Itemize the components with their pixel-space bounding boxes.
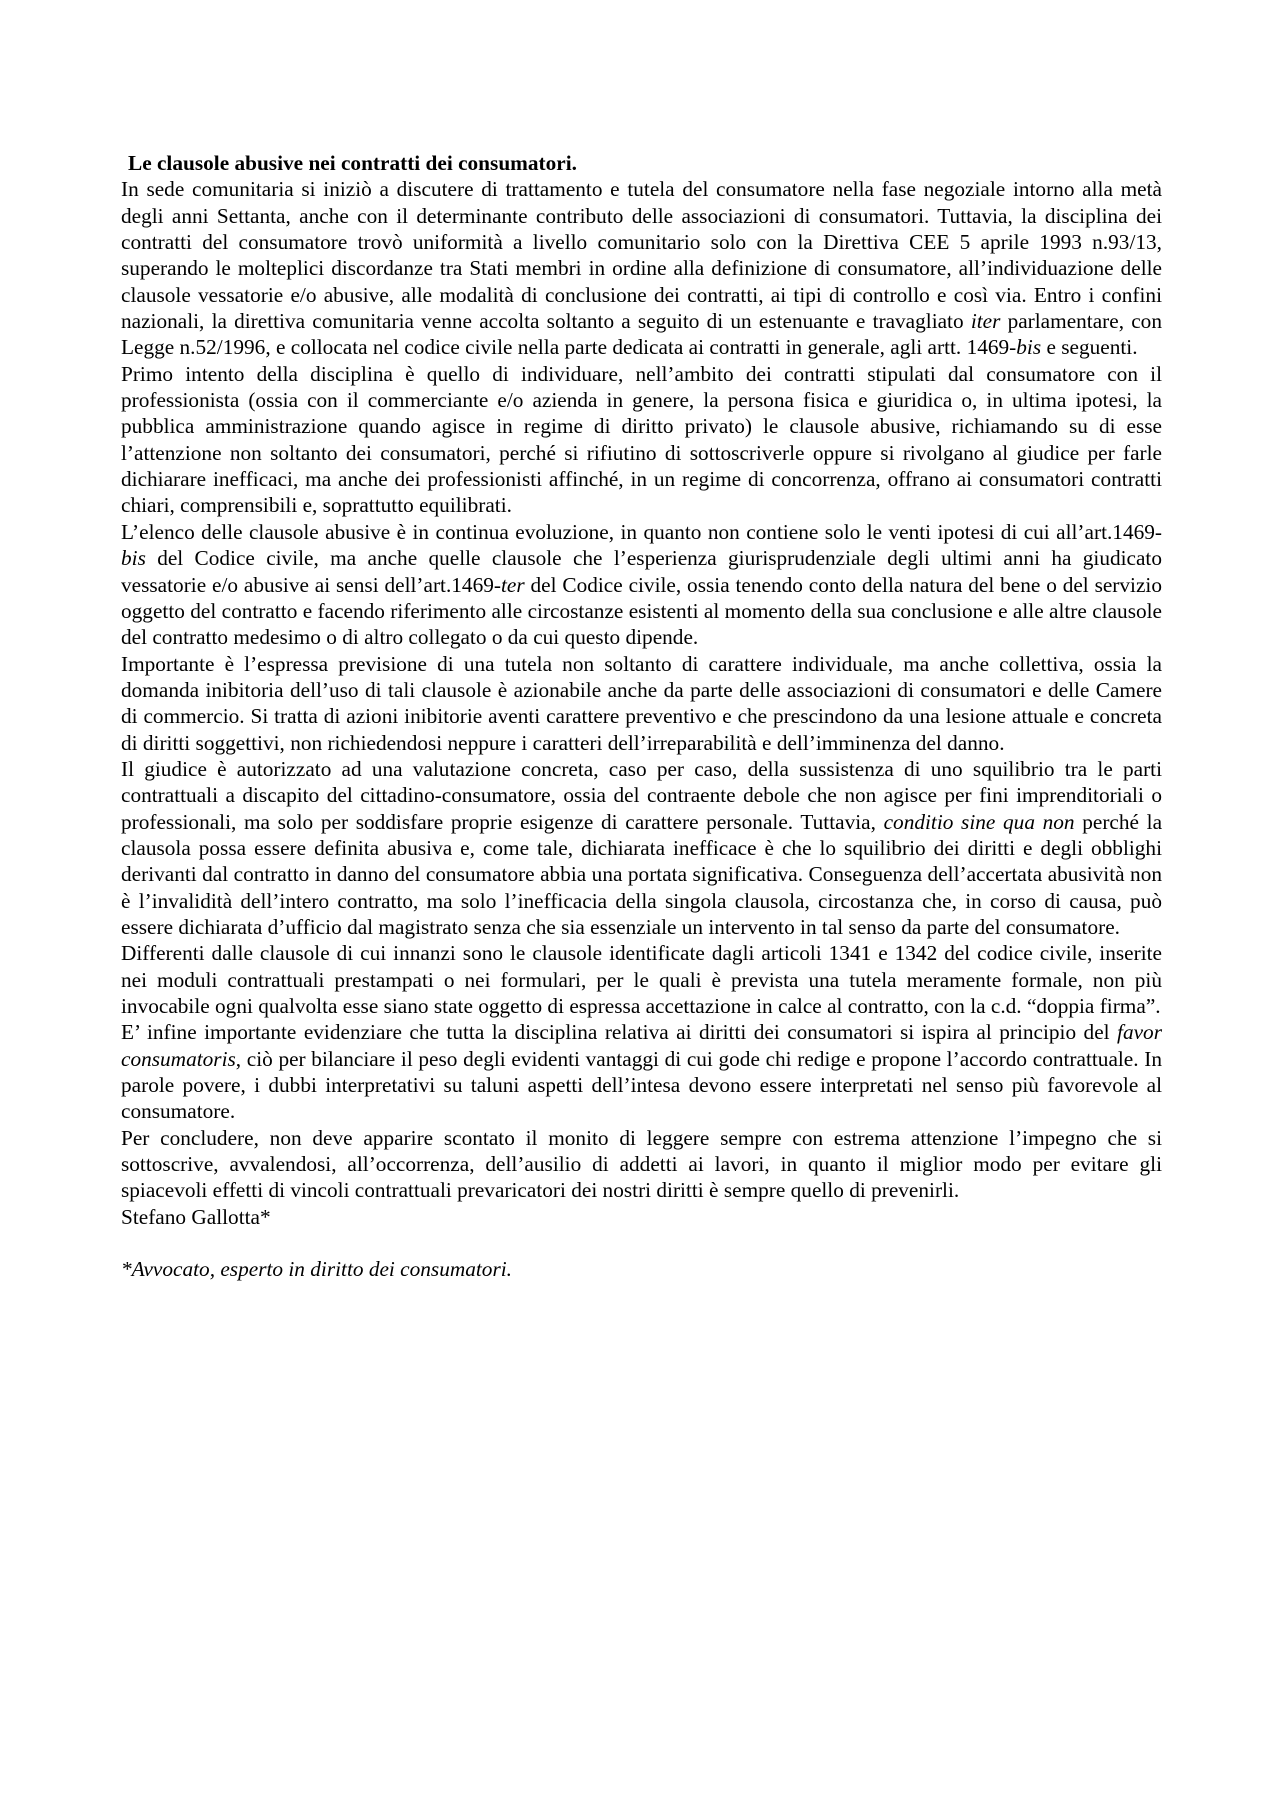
paragraph-text: , ciò per bilanciare il peso degli evidenti vantaggi di cui gode chi redige e propone l’accordo contrattuale. In parole povere, i dubbi interpretativi su taluni aspetti dell’intesa devono essere interpretati nel senso più favorevole al consumatore. (121, 1046, 1162, 1124)
paragraph-text: del Codice civile, ma anche quelle clausole che l’esperienza giurisprudenziale degli ultimi anni ha giudicato vessatorie e/o abusive ai sensi dell’art.1469- (121, 546, 1162, 597)
body-paragraph (121, 756, 1162, 940)
italic-text: favor consumatoris (121, 1020, 1162, 1071)
paragraph-text: Per concludere, non deve apparire scontato il monito di leggere sempre con estrema attenzione l’impegno che si sottoscrive, avvalendosi, all’occorrenza, dell’ausilio di addetti ai lavori, in quanto il miglior modo per evitare gli spiacevoli effetti di vincoli contrattuali prevaricatori dei nostri diritti è sempre quello di prevenirli. (121, 1125, 1162, 1203)
body-paragraph (121, 361, 1162, 519)
body-paragraph (121, 176, 1162, 360)
body-paragraph (121, 1125, 1162, 1204)
spacer (121, 1230, 1162, 1256)
italic-text: conditio sine qua non (883, 809, 1075, 834)
italic-text: iter (970, 309, 1001, 334)
paragraph-text: E’ infine importante evidenziare che tutta la disciplina relativa ai diritti dei consumatori si ispira al principio del (121, 1020, 1118, 1045)
author-signature: Stefano Gallotta* (121, 1204, 271, 1229)
body-paragraph (121, 940, 1162, 1019)
paragraph-text: e seguenti. (1041, 335, 1138, 360)
italic-text: bis (121, 546, 146, 571)
document-title: Le clausole abusive nei contratti dei consumatori. (128, 151, 577, 175)
paragraph-text: Il giudice è autorizzato ad una valutazione concreta, caso per caso, della sussistenza di uno squilibrio tra le parti contrattuali a discapito del cittadino-consumatore, ossia del contraente debole che non agisce per fini imprenditoriali o professionali, ma solo per soddisfare proprie esigenze di carattere personale. Tuttavia, (121, 756, 1162, 834)
paragraph-text: In sede comunitaria si iniziò a discutere di trattamento e tutela del consumatore nella fase negoziale intorno alla metà degli anni Settanta, anche con il determinante contributo delle associazioni di consumatori. Tuttavia, la disciplina dei contratti del consumatore trovò uniformità a livello comunitario solo con la Direttiva CEE 5 aprile 1993 n.93/13, superando le molteplici discordanze tra Stati membri in ordine alla definizione di consumatore, all’individuazione delle clausole vessatorie e/o abusive, alle modalità di conclusione dei contratti, ai tipi di controllo e così via. Entro i confini nazionali, la direttiva comunitaria venne accolta soltanto a seguito di un estenuante e travagliato (121, 177, 1162, 334)
document-page (121, 150, 1162, 1283)
paragraph-text: parlamentare, con Legge n.52/1996, e collocata nel codice civile nella parte dedicata ai contratti in generale, agli artt. 1469- (121, 309, 1162, 360)
body-text (121, 176, 1162, 1203)
body-paragraph (121, 1019, 1162, 1124)
italic-text: bis (1016, 335, 1042, 360)
paragraph-text: perché la clausola possa essere definita abusiva e, come tale, dichiarata inefficace è che lo squilibrio dei diritti e degli obblighi derivanti dal contratto in danno del consumatore abbia una portata significativa. Conseguenza dell’accertata abusività non è l’invalidità dell’intero contratto, ma solo l’inefficacia della singola clausola, circostanza che, in corso di causa, può essere dichiarata d’ufficio dal magistrato senza che sia essenziale un intervento in tal senso da parte del consumatore. (121, 809, 1163, 939)
author-footnote: *Avvocato, esperto in diritto dei consumatori. (121, 1257, 512, 1282)
paragraph-text: del Codice civile, ossia tenendo conto della natura del bene o del servizio oggetto del contratto e facendo riferimento alle circostanze esistenti al momento della sua conclusione e alle altre clausole del contratto medesimo o di altro collegato o da cui questo dipende. (121, 572, 1162, 650)
paragraph-text: Importante è l’espressa previsione di una tutela non soltanto di carattere individuale, ma anche collettiva, ossia la domanda inibitoria dell’uso di tali clausole è azionabile anche da parte delle associazioni di consumatori e delle Camere di commercio. Si tratta di azioni inibitorie aventi carattere preventivo e che prescindono da una lesione attuale e concreta di diritti soggettivi, non richiedendosi neppure i caratteri dell’irreparabilità e dell’imminenza del danno. (121, 651, 1162, 755)
body-paragraph (121, 519, 1162, 651)
paragraph-text: L’elenco delle clausole abusive è in continua evoluzione, in quanto non contiene solo le venti ipotesi di cui all’art.1469- (121, 519, 1162, 544)
body-paragraph (121, 651, 1162, 756)
italic-text: ter (500, 572, 525, 597)
paragraph-text: Differenti dalle clausole di cui innanzi sono le clausole identificate dagli articoli 1341 e 1342 del codice civile, inserite nei moduli contrattuali prestampati o nei formulari, per le quali è prevista una tutela meramente formale, non più invocabile ogni qualvolta esse siano state oggetto di espressa accettazione in calce al contratto, con la c.d. “doppia firma”. (121, 941, 1162, 1018)
paragraph-text: Primo intento della disciplina è quello di individuare, nell’ambito dei contratti stipulati dal consumatore con il professionista (ossia con il commerciante e/o azienda in genere, la persona fisica e giuridica o, in ultima ipotesi, la pubblica amministrazione quando agisce in regime di diritto privato) le clausole abusive, richiamando su di esse l’attenzione non soltanto dei consumatori, perché si rifiutino di sottoscriverle oppure si rivolgano al giudice per farle dichiarare inefficaci, ma anche dei professionisti affinché, in un regime di concorrenza, offrano ai consumatori contratti chiari, comprensibili e, soprattutto equilibrati. (121, 361, 1162, 518)
